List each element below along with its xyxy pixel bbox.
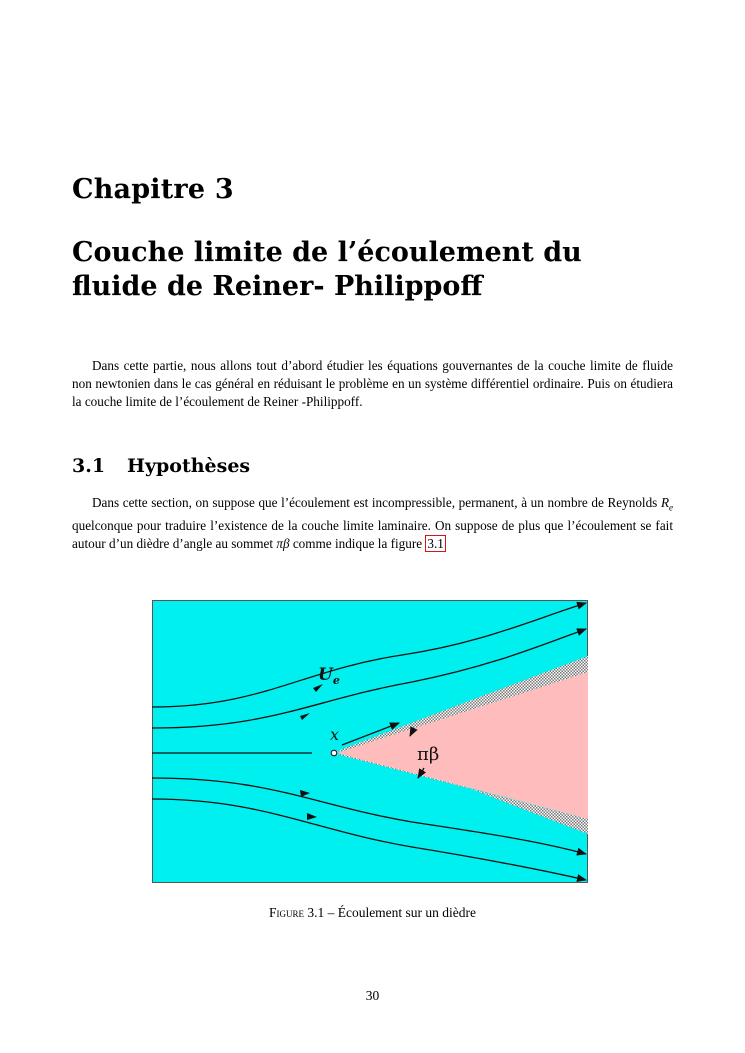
section-text-a: Dans cette section, on suppose que l’écoulement est incompressible, permanent, à un nombre de Reynolds [92, 495, 658, 510]
intro-text: Dans cette partie, nous allons tout d’abord étudier les équations gouvernantes de la couche limite de fluide non newtonien dans le cas général en réduisant le problème en un système différentiel ordinaire. Puis on étudiera la couche limite de l’écoulement de Reiner -Philippoff. [72, 358, 673, 409]
wedge-flow-figure [152, 600, 588, 883]
figure-reference-link[interactable]: 3.1 [427, 535, 444, 551]
section-title: Hypothèses [127, 455, 251, 477]
section-text-c: comme indique la figure [292, 535, 423, 551]
reynolds-symbol: $R_e$ [660, 495, 674, 513]
section-paragraph [72, 494, 673, 553]
chapter-label: Chapitre 3 [72, 174, 234, 205]
angle-symbol: πβ [276, 535, 290, 551]
figure-caption: Figure 3.1 – Écoulement sur un dièdre [268, 905, 477, 920]
x-axis-label: x [330, 725, 340, 744]
stagnation-point [331, 750, 337, 756]
velocity-label: $U_e$ [318, 665, 340, 687]
section-number: 3.1 [72, 455, 106, 477]
section-text-b: quelconque pour traduire l’existence de la couche limite laminaire. On suppose de plus que l’écoulement se fait autour d’un dièdre d’angle au sommet [72, 517, 673, 551]
intro-paragraph [72, 357, 673, 411]
caption-text: Écoulement sur un dièdre [337, 905, 477, 920]
section-heading [72, 455, 250, 477]
caption-label: Figure 3.1 [268, 905, 325, 920]
chapter-title: Couche limite de l’écoulement du fluide de Reiner- Philippoff [72, 237, 582, 302]
page-number: 30 [365, 988, 380, 1003]
angle-label: πβ [417, 744, 440, 765]
